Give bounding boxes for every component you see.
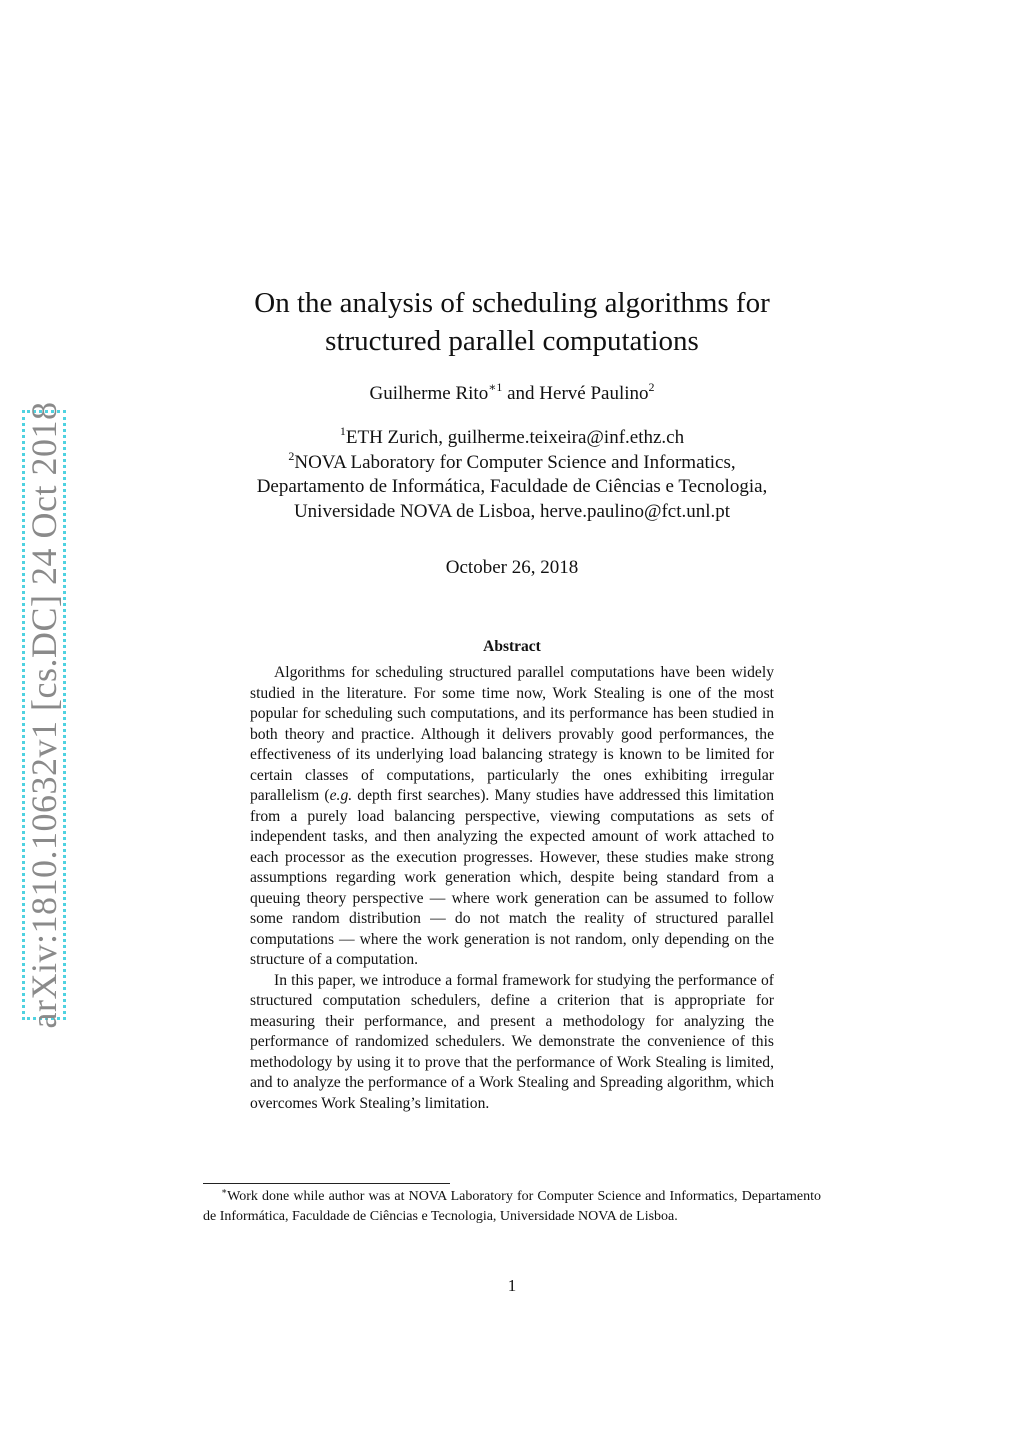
arxiv-stamp [22,401,66,1029]
abstract-paragraph-2: In this paper, we introduce a formal framework for studying the performance of structured computation schedulers, define a criterion that is appropriate for measuring their performance, and present a methodology for analyzing the performance of randomized schedulers. We demonstrate the convenience of this methodology by using it to prove that the performance of Work Stealing is limited, and to analyze the performance of a Work Stealing and Spreading algorithm, which overcomes Work Stealing’s limitation. [250,971,774,1112]
author-list [200,380,824,405]
affiliation-2-line-3: Universidade NOVA de Lisboa, herve.paulino@fct.unl.pt [293,500,731,522]
affiliation-2-line-2: Departamento de Informática, Faculdade de Ciências e Tecnologia, [256,476,768,497]
arxiv-identifier: arXiv:1810.10632v1 [cs.DC] 24 Oct 2018 [24,401,64,1029]
footnote-text: Work done while author was at NOVA Laboratory for Computer Science and Informatics, Departamento de Informática, Faculdade de Ciências e Tecnologia, Universidade NOVA de Lisboa. [203,1189,821,1224]
title-line-1: On the analysis of scheduling algorithms for [254,287,770,319]
title-line-2: structured parallel computations [325,325,699,357]
affiliation-1 [160,426,864,451]
abstract-p1-part-1: Algorithms for scheduling structured parallel computations have been widely studied in the literature. For some time now, Work Stealing is one of the most popular for scheduling such computations, and its performance has been studied in both theory and practice. Although it delivers provably good performances, the effectiveness of its underlying load balancing strategy is known to be limited for certain classes of computations, particularly the ones exhibiting irregular parallelism ( [250,664,774,804]
affiliation-1-text: ETH Zurich, guilherme.teixeira@inf.ethz.ch [345,427,685,448]
affiliation-1-mark: 1 [339,424,346,438]
paper-title [200,284,824,360]
affiliation-2-text-1: NOVA Laboratory for Computer Science and Informatics, [294,451,736,473]
footnote [203,1187,821,1226]
author-2-marks: 2 [648,380,655,394]
abstract-p1-part-2: depth first searches). Many studies have addressed this limitation from a purely load balancing perspective, viewing computations as sets of independent tasks, and then analyzing the expected amount of work attached to each processor as the execution progresses. However, these studies make strong assumptions regarding work generation which, despite being standard from a queuing theory perspective — where work generation can be assumed to follow some random distribution — do not match the reality of structured parallel computations — where the work generation is not random, only depending on the structure of a computation. [250,787,775,968]
paper-date: October 26, 2018 [445,557,579,578]
footnote-mark: ∗ [221,1186,228,1196]
abstract-body [250,663,774,1114]
abstract-heading: Abstract [483,638,541,655]
affiliation-2-line-1 [160,448,864,476]
affiliations [160,426,864,524]
footnote-rule [203,1183,450,1184]
abstract-p1-eg: e.g. [329,787,353,804]
page-number: 1 [507,1276,517,1295]
author-2-name: Hervé Paulino [539,383,649,404]
abstract-paragraph-1 [250,663,774,971]
author-1-marks: ∗1 [488,380,503,394]
author-1-name: Guilherme Rito [369,383,489,404]
affiliation-2-mark: 2 [288,448,295,463]
author-joiner: and [502,383,540,404]
